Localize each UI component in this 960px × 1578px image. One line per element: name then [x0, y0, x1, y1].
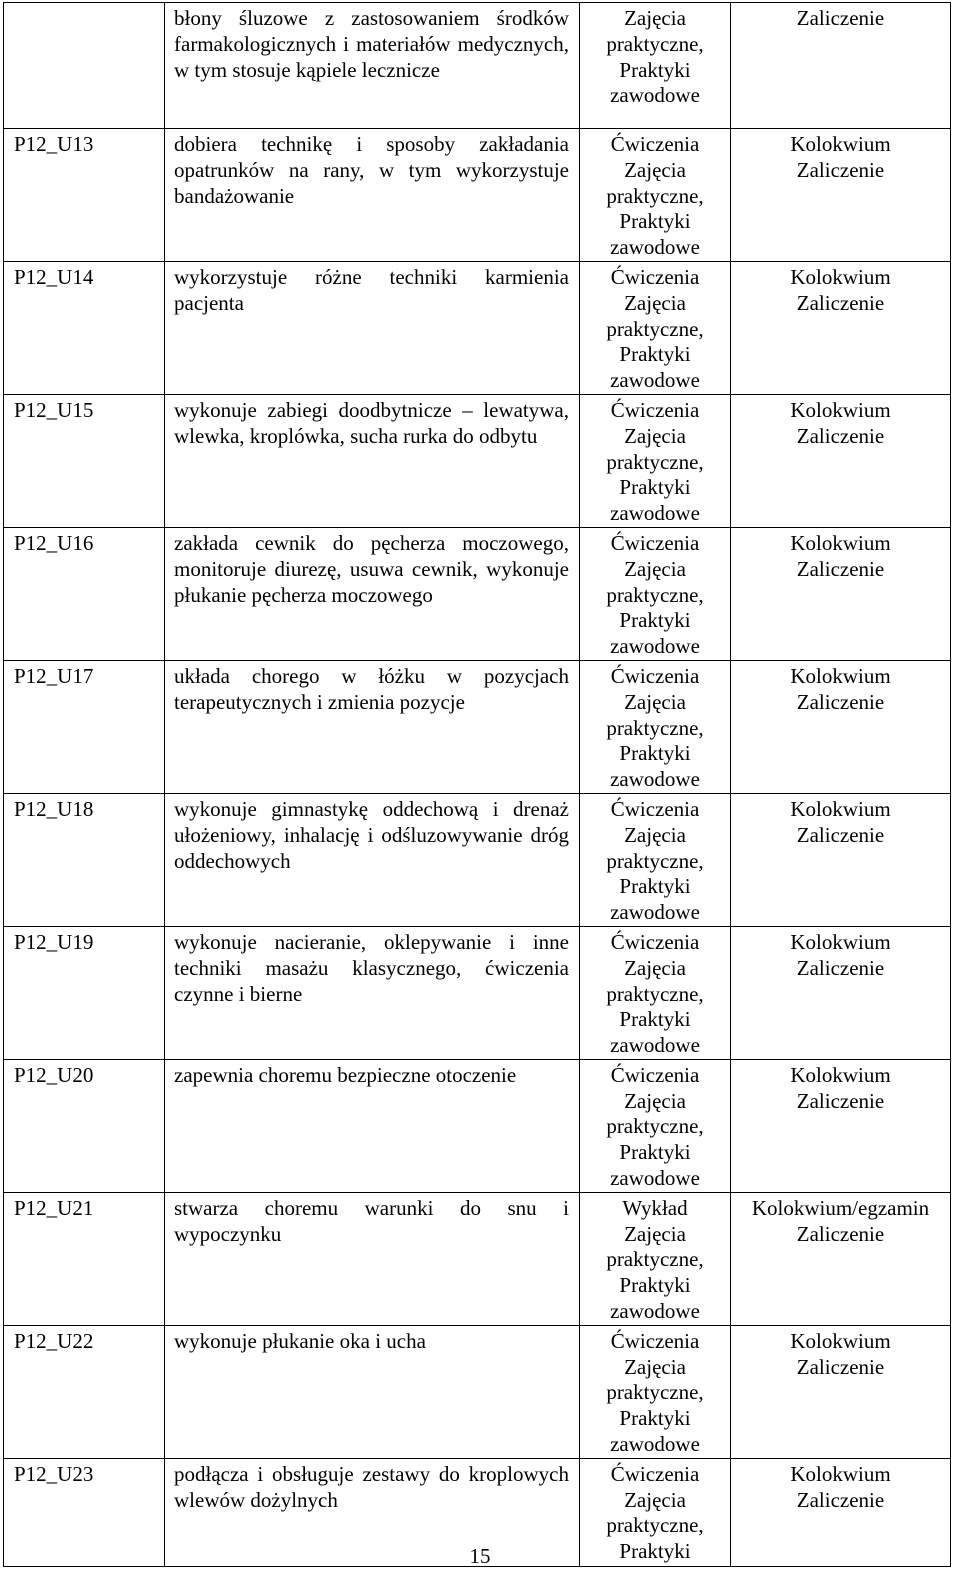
class-form-item: zawodowe: [610, 501, 700, 526]
table-row: [4, 527, 951, 660]
assessment-methods-cell: [731, 527, 951, 660]
class-form-item: Ćwiczenia: [610, 397, 700, 422]
class-form-item: Praktyki: [619, 741, 691, 766]
assessment-methods-cell: [731, 261, 951, 394]
outcome-description-cell: stwarza choremu warunki do snu i wypoczynku: [165, 1192, 580, 1325]
class-form-item: Ćwiczenia: [610, 132, 700, 156]
outcome-description-cell: zakłada cewnik do pęcherza moczowego, monitoruje diurezę, usuwa cewnik, wykonuje płukanie pęcherza moczowego: [165, 527, 580, 660]
outcome-code-cell: P12_U17: [4, 660, 165, 793]
assessment-method-item: Kolokwium: [790, 530, 891, 555]
class-form-item: Ćwiczenia: [610, 530, 700, 555]
class-form-item: praktyczne,: [606, 582, 704, 607]
class-form-item: Ćwiczenia: [610, 1062, 700, 1087]
assessment-method-item: Kolokwium: [790, 1328, 891, 1353]
assessment-method-item: Zaliczenie: [796, 1088, 885, 1113]
table-row: [4, 394, 951, 527]
outcome-code-cell: P12_U21: [4, 1192, 165, 1325]
class-form-item: Zajęcia: [624, 6, 686, 30]
class-forms-cell: [580, 926, 731, 1059]
class-forms-cell: [580, 394, 731, 527]
class-form-item: Praktyki: [619, 1539, 691, 1564]
assessment-method-item: Kolokwium: [790, 132, 891, 156]
outcome-code-cell: P12_U22: [4, 1325, 165, 1458]
class-form-item: zawodowe: [610, 1432, 700, 1457]
class-form-item: Zajęcia: [624, 955, 686, 980]
table-row: [4, 926, 951, 1059]
class-form-item: zawodowe: [610, 634, 700, 659]
class-form-item: Zajęcia: [624, 1487, 686, 1512]
class-form-item: Zajęcia: [624, 1221, 686, 1246]
table-row: [4, 261, 951, 394]
class-form-item: Zajęcia: [624, 689, 686, 714]
class-form-item: praktyczne,: [606, 848, 704, 873]
class-form-item: Wykład: [622, 1195, 688, 1220]
assessment-methods-cell: [731, 394, 951, 527]
outcome-description-cell: układa chorego w łóżku w pozycjach terapeutycznych i zmienia pozycje: [165, 660, 580, 793]
class-form-item: praktyczne,: [606, 981, 704, 1006]
assessment-method-item: Zaliczenie: [796, 290, 885, 315]
assessment-methods-cell: [731, 129, 951, 262]
table-row: [4, 3, 951, 129]
class-form-item: Praktyki: [619, 209, 691, 234]
assessment-method-item: Kolokwium: [790, 397, 891, 422]
class-forms-cell: [580, 527, 731, 660]
outcome-code-cell: P12_U15: [4, 394, 165, 527]
class-form-item: Zajęcia: [624, 157, 686, 182]
class-form-item: Praktyki: [619, 342, 691, 367]
class-form-item: zawodowe: [610, 900, 700, 925]
assessment-methods-cell: [731, 1325, 951, 1458]
table-row: [4, 660, 951, 793]
outcome-code-cell: [4, 3, 165, 129]
assessment-method-item: Zaliczenie: [796, 689, 885, 714]
assessment-methods-cell: [731, 1192, 951, 1325]
class-forms-cell: [580, 261, 731, 394]
class-form-item: Praktyki: [619, 874, 691, 899]
outcome-code-cell: P12_U18: [4, 793, 165, 926]
assessment-method-item: Zaliczenie: [796, 157, 885, 182]
class-form-item: Praktyki: [619, 57, 691, 82]
assessment-method-item: Zaliczenie: [796, 6, 885, 30]
class-form-item: praktyczne,: [606, 183, 704, 208]
class-form-item: zawodowe: [610, 368, 700, 393]
table-row: [4, 1192, 951, 1325]
outcome-description-cell: wykonuje nacieranie, oklepywanie i inne techniki masażu klasycznego, ćwiczenia czynne i bierne: [165, 926, 580, 1059]
class-forms-cell: [580, 129, 731, 262]
class-form-item: Ćwiczenia: [610, 663, 700, 688]
outcome-description-cell: podłącza i obsługuje zestawy do kroplowych wlewów dożylnych: [165, 1458, 580, 1566]
class-form-item: praktyczne,: [606, 31, 704, 56]
page-number: 15: [469, 1544, 491, 1568]
class-form-item: Ćwiczenia: [610, 264, 700, 289]
class-form-item: zawodowe: [610, 235, 700, 260]
class-forms-cell: [580, 1059, 731, 1192]
assessment-method-item: Zaliczenie: [796, 1221, 885, 1246]
class-form-item: Zajęcia: [624, 822, 686, 847]
table-body: [4, 3, 951, 1567]
class-form-item: Zajęcia: [624, 423, 686, 448]
class-form-item: Praktyki: [619, 1140, 691, 1165]
class-form-item: Ćwiczenia: [610, 929, 700, 954]
outcome-code-cell: P12_U13: [4, 129, 165, 262]
outcome-description-cell: dobiera technikę i sposoby zakładania opatrunków na rany, w tym wykorzystuje bandażowanie: [165, 129, 580, 262]
class-form-item: Praktyki: [619, 608, 691, 633]
class-form-item: praktyczne,: [606, 1247, 704, 1272]
outcome-code-cell: P12_U14: [4, 261, 165, 394]
assessment-methods-cell: [731, 926, 951, 1059]
table-row: [4, 793, 951, 926]
class-form-item: zawodowe: [610, 83, 700, 108]
class-forms-cell: [580, 3, 731, 129]
assessment-method-item: Kolokwium: [790, 1461, 891, 1486]
table-row: [4, 1325, 951, 1458]
class-form-item: praktyczne,: [606, 1380, 704, 1405]
class-forms-cell: [580, 660, 731, 793]
assessment-methods-cell: [731, 793, 951, 926]
outcome-description-cell: wykonuje płukanie oka i ucha: [165, 1325, 580, 1458]
class-form-item: zawodowe: [610, 767, 700, 792]
outcome-description-cell: wykonuje zabiegi doodbytnicze – lewatywa, wlewka, kroplówka, sucha rurka do odbytu: [165, 394, 580, 527]
class-form-item: Zajęcia: [624, 1354, 686, 1379]
outcome-code-cell: P12_U20: [4, 1059, 165, 1192]
assessment-method-item: Kolokwium: [790, 663, 891, 688]
outcome-description-cell: błony śluzowe z zastosowaniem środków farmakologicznych i materiałów medycznych, w tym stosuje kąpiele lecznicze: [165, 3, 580, 129]
class-form-item: Ćwiczenia: [610, 1461, 700, 1486]
assessment-methods-cell: [731, 1059, 951, 1192]
outcome-code-cell: P12_U16: [4, 527, 165, 660]
learning-outcomes-table: [3, 2, 951, 1567]
assessment-method-item: Kolokwium/egzamin: [751, 1195, 930, 1220]
assessment-method-item: Zaliczenie: [796, 1487, 885, 1512]
assessment-method-item: Zaliczenie: [796, 423, 885, 448]
assessment-methods-cell: [731, 3, 951, 129]
class-forms-cell: [580, 793, 731, 926]
class-forms-cell: [580, 1325, 731, 1458]
class-form-item: zawodowe: [610, 1299, 700, 1324]
table-row: [4, 1059, 951, 1192]
assessment-method-item: Kolokwium: [790, 796, 891, 821]
class-forms-cell: [580, 1192, 731, 1325]
class-form-item: Ćwiczenia: [610, 796, 700, 821]
class-form-item: praktyczne,: [606, 1513, 704, 1538]
assessment-method-item: Zaliczenie: [796, 1354, 885, 1379]
outcome-description-cell: zapewnia choremu bezpieczne otoczenie: [165, 1059, 580, 1192]
class-form-item: praktyczne,: [606, 715, 704, 740]
class-form-item: praktyczne,: [606, 1114, 704, 1139]
class-form-item: Praktyki: [619, 1273, 691, 1298]
outcome-description-cell: wykonuje gimnastykę oddechową i drenaż ułożeniowy, inhalację i odśluzowywanie dróg oddechowych: [165, 793, 580, 926]
assessment-methods-cell: [731, 660, 951, 793]
outcome-description-cell: wykorzystuje różne techniki karmienia pacjenta: [165, 261, 580, 394]
table-row: [4, 129, 951, 262]
class-form-item: zawodowe: [610, 1033, 700, 1058]
class-form-item: Praktyki: [619, 1406, 691, 1431]
class-form-item: Zajęcia: [624, 1088, 686, 1113]
assessment-method-item: Kolokwium: [790, 929, 891, 954]
assessment-method-item: Kolokwium: [790, 1062, 891, 1087]
class-form-item: Zajęcia: [624, 290, 686, 315]
class-form-item: Ćwiczenia: [610, 1328, 700, 1353]
assessment-method-item: Zaliczenie: [796, 955, 885, 980]
assessment-method-item: Zaliczenie: [796, 556, 885, 581]
outcome-code-cell: P12_U23: [4, 1458, 165, 1566]
class-form-item: Praktyki: [619, 1007, 691, 1032]
class-form-item: zawodowe: [610, 1166, 700, 1191]
assessment-method-item: Zaliczenie: [796, 822, 885, 847]
class-form-item: Praktyki: [619, 475, 691, 500]
class-form-item: praktyczne,: [606, 316, 704, 341]
assessment-method-item: Kolokwium: [790, 264, 891, 289]
outcome-code-cell: P12_U19: [4, 926, 165, 1059]
class-form-item: praktyczne,: [606, 449, 704, 474]
class-form-item: Zajęcia: [624, 556, 686, 581]
